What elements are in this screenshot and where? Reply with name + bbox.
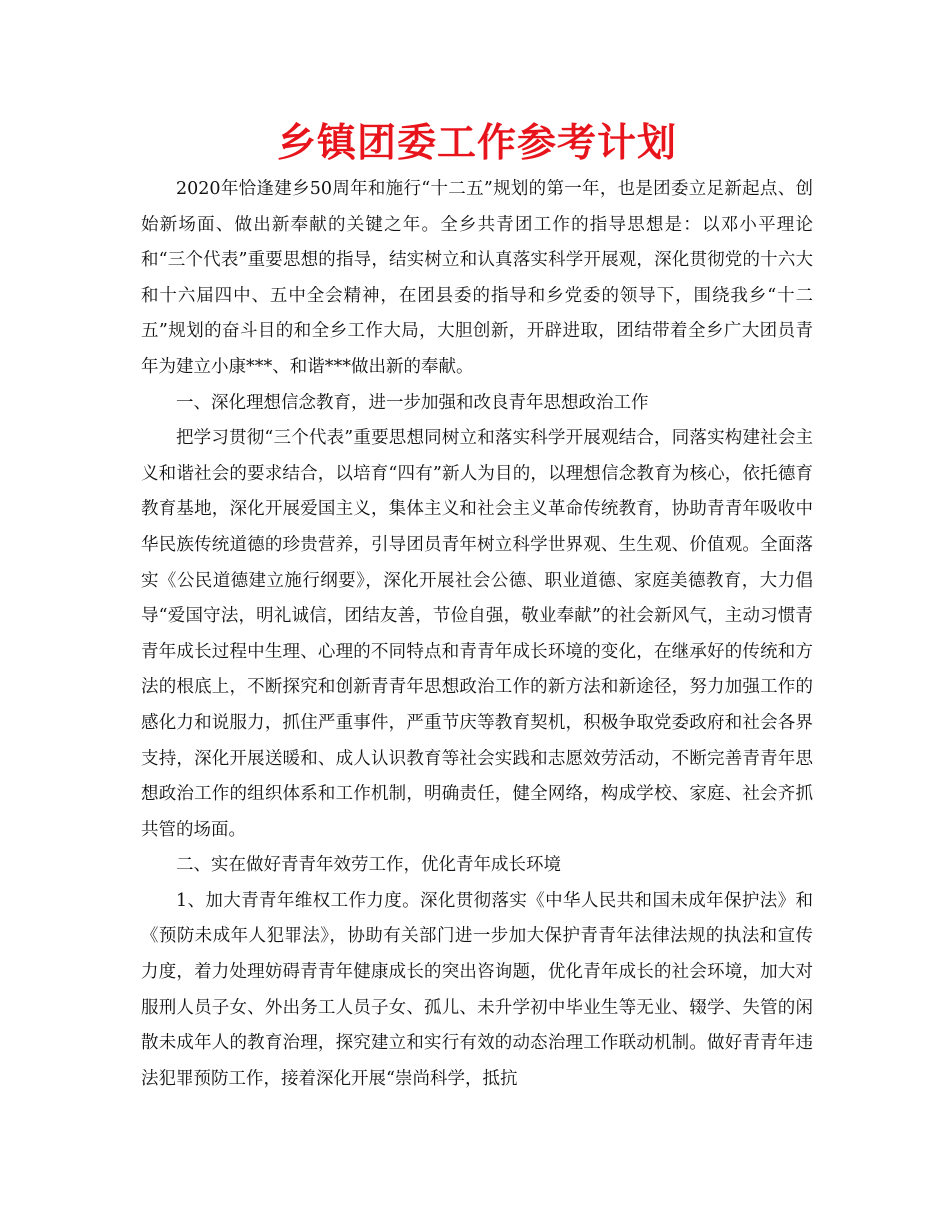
section-2-heading: 二、实在做好青青年效劳工作，优化青年成长环境 xyxy=(176,855,561,876)
section-1-paragraph: 把学习贯彻“三个代表”重要思想同树立和落实科学开展观结合，同落实构建社会主义和谐社会的要求结合，以培育“四有”新人为目的，以理想信念教育为核心，依托德育教育基地，深化开展爱国主义，集体主义和社会主义革命传统教育，协助青青年吸收中华民族传统道德的珍贵营养，引导团员青年树立科学世界观、生生观、价值观。全面落实《公民道德建立施行纲要》，深化开展社会公德、职业道德、家庭美德教育，大力倡导“爱国守法，明礼诚信，团结友善，节俭自强，敬业奉献”的社会新风气，主动习惯青青年成长过程中生理、心理的不同特点和青青年成长环境的变化，在继承好的传统和方法的根底上，不断探究和创新青青年思想政治工作的新方法和新途径，努力加强工作的感化力和说服力，抓住严重事件，严重节庆等教育契机，积极争取党委政府和社会各界支持，深化开展送暖和、成人认识教育等社会实践和志愿效劳活动，不断完善青青年思想政治工作的组织体系和工作机制，明确责任，健全网络，构成学校、家庭、社会齐抓共管的场面。 xyxy=(141,428,813,840)
intro-paragraph: 2020年恰逢建乡50周年和施行“十二五”规划的第一年，也是团委立足新起点、创始新场面、做出新奉献的关键之年。全乡共青团工作的指导思想是：以邓小平理论和“三个代表”重要思想的指导，结实树立和认真落实科学开展观，深化贯彻党的十六大和十六届四中、五中全会精神，在团县委的指导和乡党委的领导下，围绕我乡“十二五”规划的奋斗目的和全乡工作大局，大胆创新，开辟进取，团结带着全乡广大团员青年为建立小康***、和谐***做出新的奉献。 xyxy=(141,179,813,377)
document-page xyxy=(141,118,813,1097)
section-2-paragraph: 1、加大青青年维权工作力度。深化贯彻落实《中华人民共和国未成年保护法》和《预防未成年人犯罪法》，协助有关部门进一步加大保护青青年法律法规的执法和宣传力度，着力处理妨碍青青年健康成长的突出咨询题，优化青年成长的社会环境，加大对服刑人员子女、外出务工人员子女、孤儿、未升学初中毕业生等无业、辍学、失管的闲散未成年人的教育治理，探究建立和实行有效的动态治理工作联动机制。做好青青年违法犯罪预防工作，接着深化开展“崇尚科学，抵抗 xyxy=(141,890,813,1089)
section-1-heading: 一、深化理想信念教育，进一步加强和改良青年思想政治工作 xyxy=(176,392,649,413)
document-title: 乡镇团委工作参考计划 xyxy=(276,121,677,166)
